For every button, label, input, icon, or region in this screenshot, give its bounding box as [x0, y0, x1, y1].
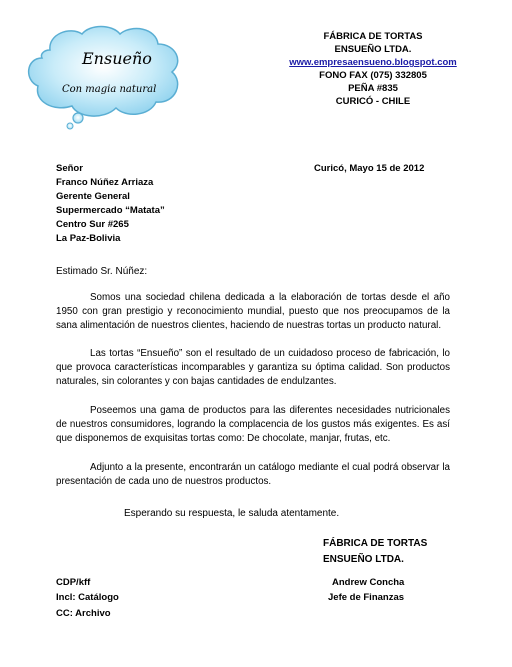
body-paragraph-2: Las tortas “Ensueño” son el resultado de un cuidadoso proceso de fabricación, lo que provoca características incomparables y garantiza su óptima calidad. Son productos naturales, sin colorantes y con bajas cantidades de endulzantes.: [56, 348, 450, 387]
company-city: CURICÓ - CHILE: [335, 96, 411, 107]
body-paragraph-1: Somos una sociedad chilena dedicada a la elaboración de tortas desde el año 1950 con gran prestigio y reconocimiento mundial, puesto que nos preocupamos de la sana alimentación de nuestros clientes, haciendo de nuestras tortas un producto natural.: [56, 292, 450, 331]
signer-title: Jefe de Finanzas: [328, 592, 405, 603]
greeting: Estimado Sr. Núñez:: [56, 266, 148, 277]
logo-tagline: Con magia natural: [62, 84, 157, 95]
recipient-name: Franco Núñez Arriaza: [56, 177, 154, 188]
letterhead: [268, 30, 478, 108]
signer-name: Andrew Concha: [332, 577, 405, 588]
website-link[interactable]: www.empresaensueno.blogspot.com: [289, 57, 457, 68]
signature-company-line1: FÁBRICA DE TORTAS: [323, 538, 428, 549]
recipient-company: Supermercado “Matata”: [56, 205, 165, 216]
copy-note: CC: Archivo: [56, 608, 111, 619]
body-paragraph-3: Poseemos una gama de productos para las diferentes necesidades nutricionales de nuestros consumidores, logrando la complacencia de los gustos más exigentes. Es así que disponemos de exquisitas tortas como: De chocolate, manjar, frutas, etc.: [56, 405, 450, 444]
cloud-logo-icon: [20, 20, 190, 130]
company-name-line2: ENSUEÑO LTDA.: [334, 44, 412, 55]
signature-company-line2: ENSUEÑO LTDA.: [323, 554, 404, 565]
logo-name: Ensueño: [82, 49, 152, 68]
closing-line: Esperando su respuesta, le saluda atentamente.: [124, 508, 340, 519]
recipient-address: Centro Sur #265: [56, 219, 129, 230]
enclosure-note: Incl: Catálogo: [56, 592, 119, 603]
company-name-line1: FÁBRICA DE TORTAS: [323, 31, 423, 42]
recipient-title: Señor: [56, 163, 83, 174]
company-street: PEÑA #835: [348, 83, 398, 94]
recipient-city: La Paz-Bolivia: [56, 233, 121, 244]
company-phone: FONO FAX (075) 332805: [319, 70, 427, 81]
company-logo: [20, 20, 190, 130]
letter-date: Curicó, Mayo 15 de 2012: [314, 163, 425, 174]
body-paragraph-4: Adjunto a la presente, encontrarán un catálogo mediante el cual podrá observar la presentación de cada uno de nuestros productos.: [56, 462, 450, 487]
recipient-block: [56, 162, 165, 246]
recipient-position: Gerente General: [56, 191, 130, 202]
initials-note: CDP/kff: [56, 577, 91, 588]
